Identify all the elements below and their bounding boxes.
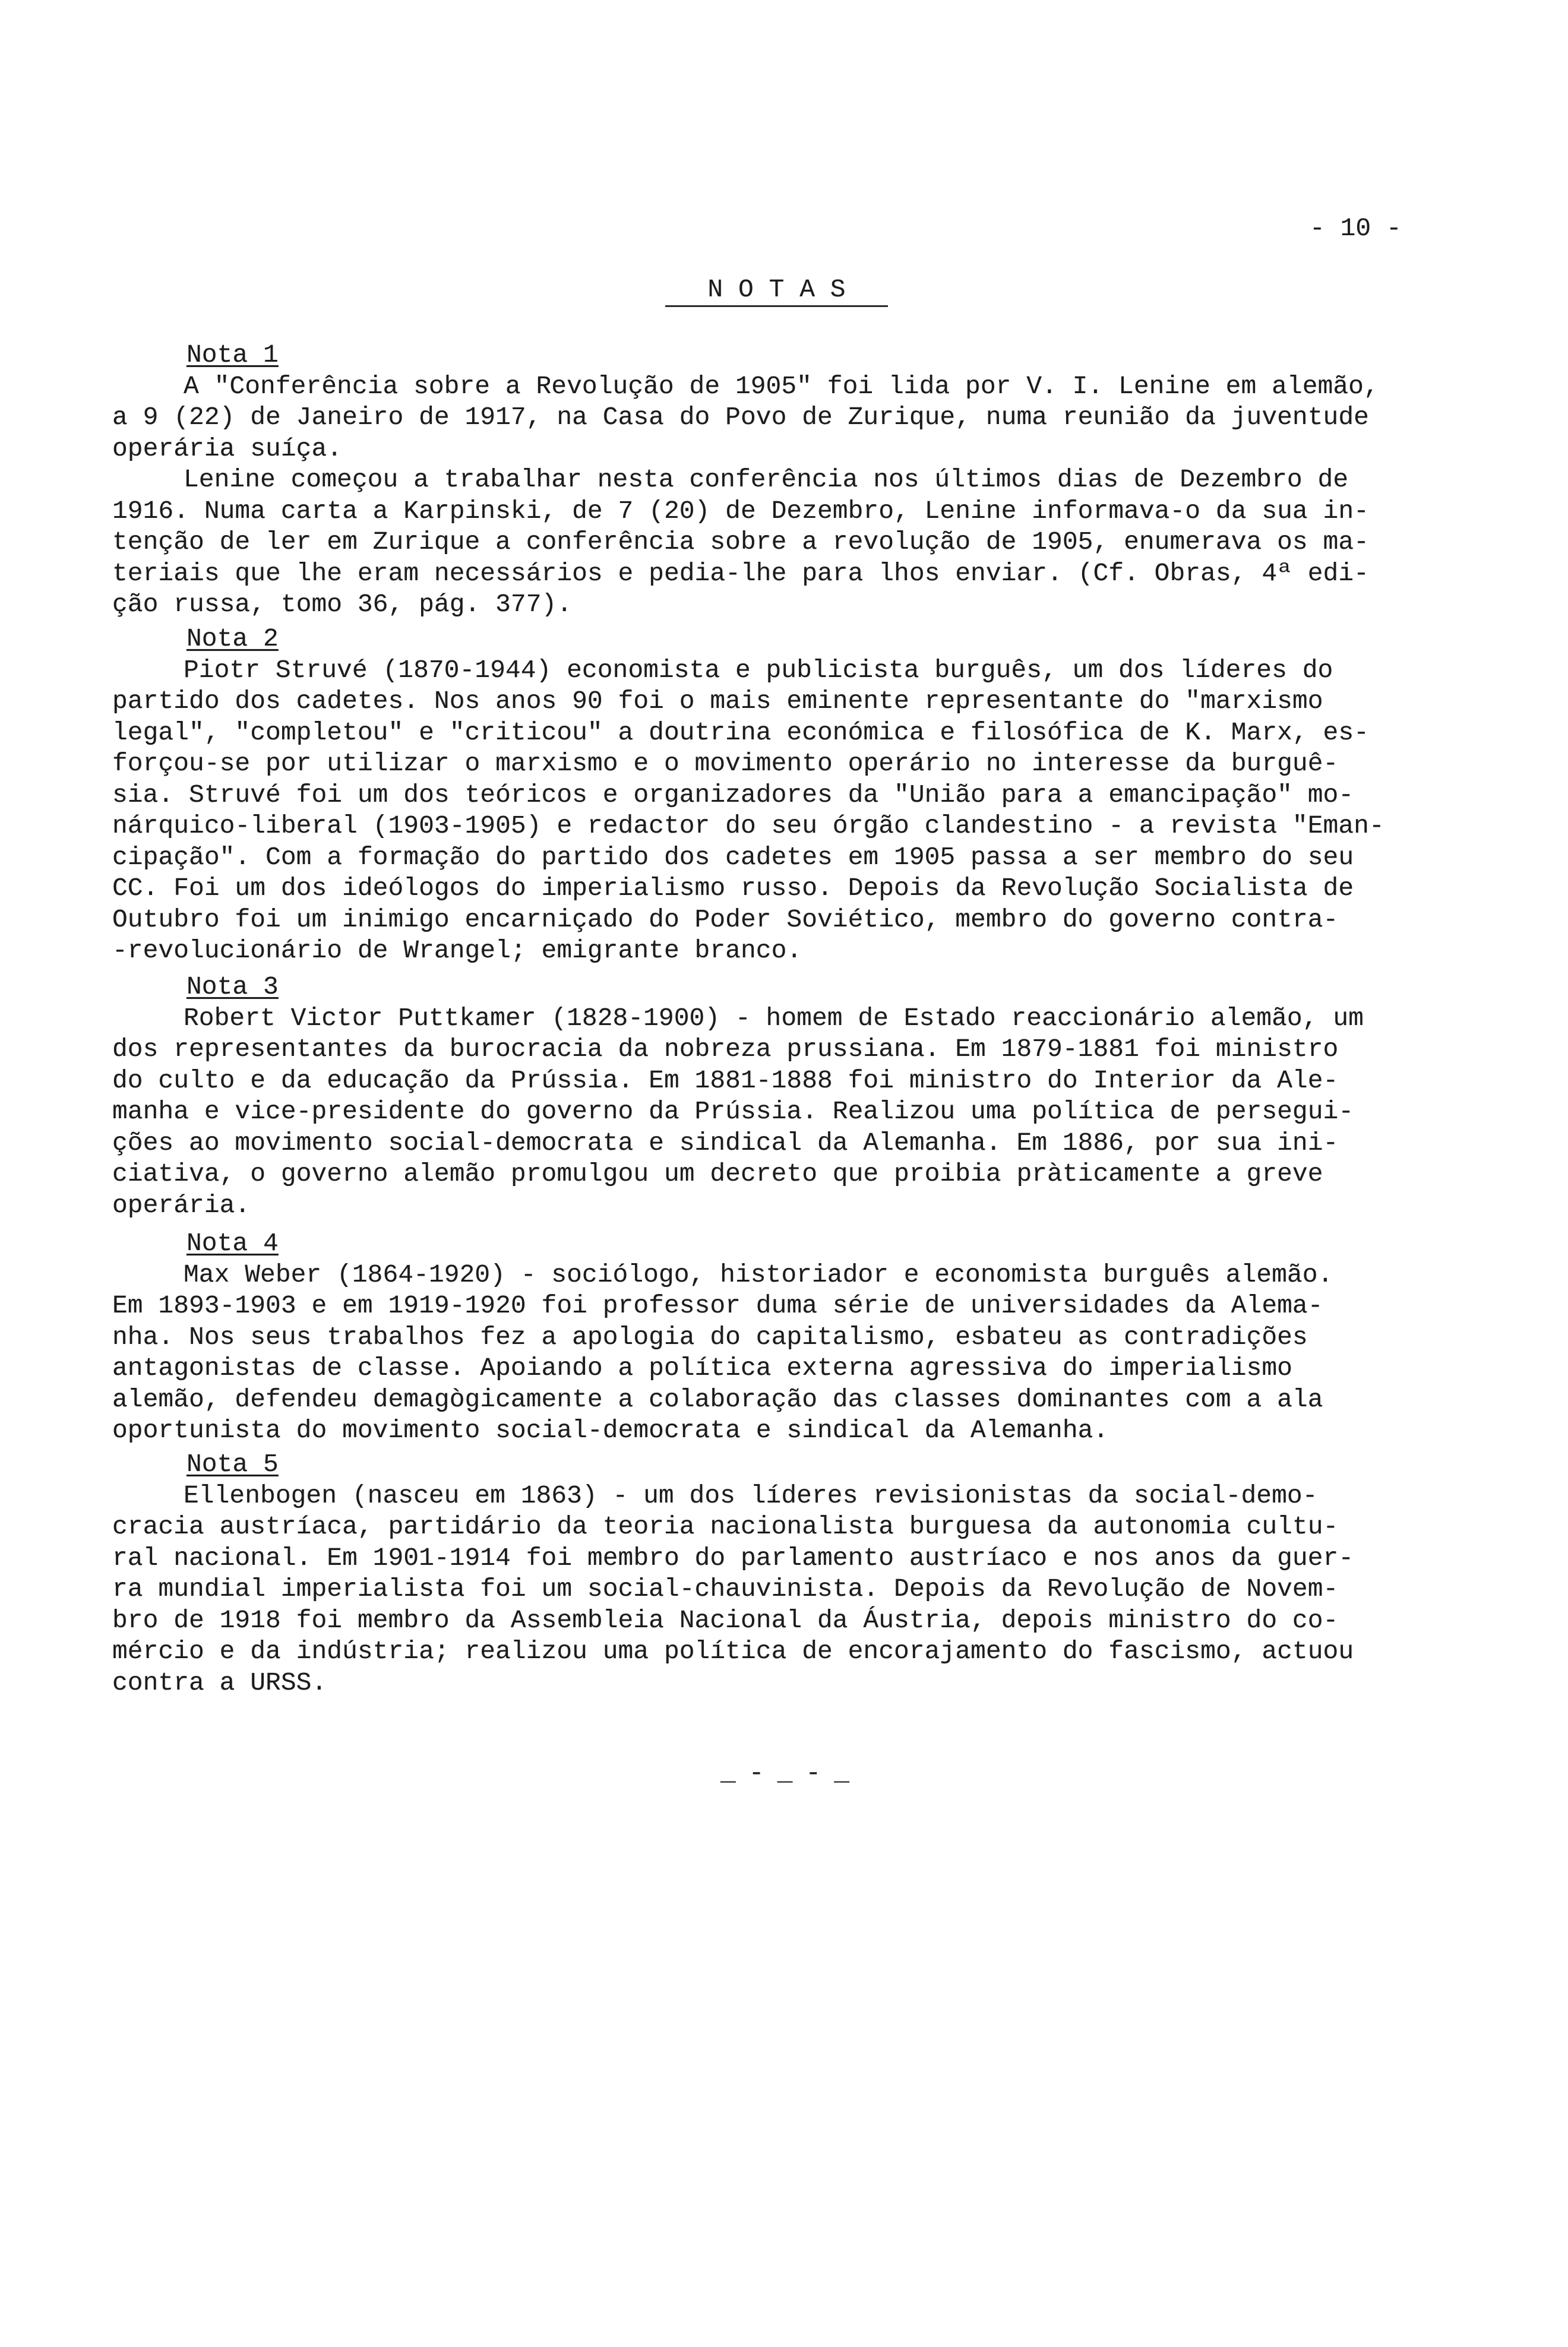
note-line: forçou-se por utilizar o marxismo e o movimento operário no interesse da burguê- <box>112 749 1339 778</box>
note-2 <box>112 624 1478 967</box>
note-line: A "Conferência sobre a Revolução de 1905" foi lida por V. I. Lenine em alemão, <box>184 371 1379 401</box>
note-line: teriais que lhe eram necessários e pedia-lhe para lhos enviar. (Cf. Obras, 4ª edi- <box>112 558 1369 588</box>
note-line: ra mundial imperialista foi um social-chauvinista. Depois da Revolução de Novem- <box>112 1574 1339 1603</box>
note-line: CC. Foi um dos ideólogos do imperialismo russo. Depois da Revolução Socialista de <box>112 874 1354 903</box>
note-line: Lenine começou a trabalhar nesta conferência nos últimos dias de Dezembro de <box>184 465 1349 494</box>
note-line: tenção de ler em Zurique a conferência sobre a revolução de 1905, enumerava os ma- <box>112 527 1369 556</box>
note-line: a 9 (22) de Janeiro de 1917, na Casa do Povo de Zurique, numa reunião da juventude <box>112 403 1369 432</box>
note-line: cracia austríaca, partidário da teoria nacionalista burguesa da autonomia cultu- <box>112 1512 1339 1541</box>
note-line: partido dos cadetes. Nos anos 90 foi o mais eminente representante do "marxismo <box>112 687 1323 716</box>
note-line: contra a URSS. <box>112 1668 327 1697</box>
note-1 <box>112 340 1478 621</box>
note-line: oportunista do movimento social-democrata e sindical da Alemanha. <box>112 1416 1109 1445</box>
note-line: legal", "completou" e "criticou" a doutrina económica e filosófica de K. Marx, es- <box>112 717 1369 747</box>
note-line: ções ao movimento social-democrata e sindical da Alemanha. Em 1886, por sua ini- <box>112 1128 1339 1157</box>
end-separator: _-_-_ <box>720 1758 863 1788</box>
note-3 <box>112 972 1478 1221</box>
note-line: ciativa, o governo alemão promulgou um decreto que proibia pràticamente a greve <box>112 1159 1323 1188</box>
note-line: cipação". Com a formação do partido dos cadetes em 1905 passa a ser membro do seu <box>112 842 1354 872</box>
note-label: Nota 4 <box>186 1229 279 1258</box>
note-line: Em 1893-1903 e em 1919-1920 foi professor duma série de universidades da Alema- <box>112 1291 1323 1320</box>
note-4 <box>112 1228 1478 1447</box>
note-label: Nota 3 <box>186 972 279 1001</box>
note-line: Outubro foi um inimigo encarniçado do Poder Soviético, membro do governo contra- <box>112 904 1339 934</box>
note-line: ção russa, tomo 36, pág. 377). <box>112 590 573 619</box>
note-line: nha. Nos seus trabalhos fez a apologia do capitalismo, esbateu as contradições <box>112 1322 1308 1352</box>
note-5 <box>112 1449 1478 1698</box>
note-label: Nota 5 <box>186 1450 279 1479</box>
note-line: ral nacional. Em 1901-1914 foi membro do parlamento austríaco e nos anos da guer- <box>112 1543 1354 1573</box>
note-label-row <box>112 1228 1478 1260</box>
note-line: Piotr Struvé (1870-1944) economista e publicista burguês, um dos líderes do <box>184 655 1333 685</box>
note-label-row <box>112 624 1478 655</box>
note-line: alemão, defendeu demagògicamente a colaboração das classes dominantes com a ala <box>112 1384 1323 1414</box>
note-label-row <box>112 972 1478 1003</box>
note-label: Nota 1 <box>186 340 279 369</box>
page-number: - 10 - <box>1310 214 1402 243</box>
note-line: operária. <box>112 1190 251 1220</box>
note-line: 1916. Numa carta a Karpinski, de 7 (20) de Dezembro, Lenine informava-o da sua in- <box>112 496 1369 526</box>
note-line: bro de 1918 foi membro da Assembleia Nacional da Áustria, depois ministro do co- <box>112 1605 1339 1635</box>
note-line: antagonistas de classe. Apoiando a política externa agressiva do imperialismo <box>112 1353 1292 1383</box>
note-label-row <box>112 1449 1478 1481</box>
note-line: dos representantes da burocracia da nobreza prussiana. Em 1879-1881 foi ministro <box>112 1035 1339 1064</box>
note-line: Max Weber (1864-1920) - sociólogo, historiador e economista burguês alemão. <box>184 1260 1333 1289</box>
note-line: Ellenbogen (nasceu em 1863) - um dos líderes revisionistas da social-demo- <box>184 1481 1318 1510</box>
note-label: Nota 2 <box>186 624 279 653</box>
note-line: -revolucionário de Wrangel; emigrante branco. <box>112 936 802 965</box>
note-line: nárquico-liberal (1903-1905) e redactor do seu órgão clandestino - a revista "Eman- <box>112 811 1384 840</box>
note-line: mércio e da indústria; realizou uma política de encorajamento do fascismo, actuou <box>112 1637 1354 1666</box>
note-line: manha e vice-presidente do governo da Prússia. Realizou uma política de persegui- <box>112 1097 1354 1126</box>
note-line: Robert Victor Puttkamer (1828-1900) - homem de Estado reaccionário alemão, um <box>184 1003 1364 1033</box>
note-line: sia. Struvé foi um dos teóricos e organizadores da "União para a emancipação" mo- <box>112 780 1354 809</box>
note-line: operária suíça. <box>112 434 343 463</box>
note-label-row <box>112 340 1478 371</box>
page-title: N O T A S <box>707 275 846 304</box>
note-line: do culto e da educação da Prússia. Em 1881-1888 foi ministro do Interior da Ale- <box>112 1065 1339 1095</box>
title-underline <box>665 274 888 307</box>
